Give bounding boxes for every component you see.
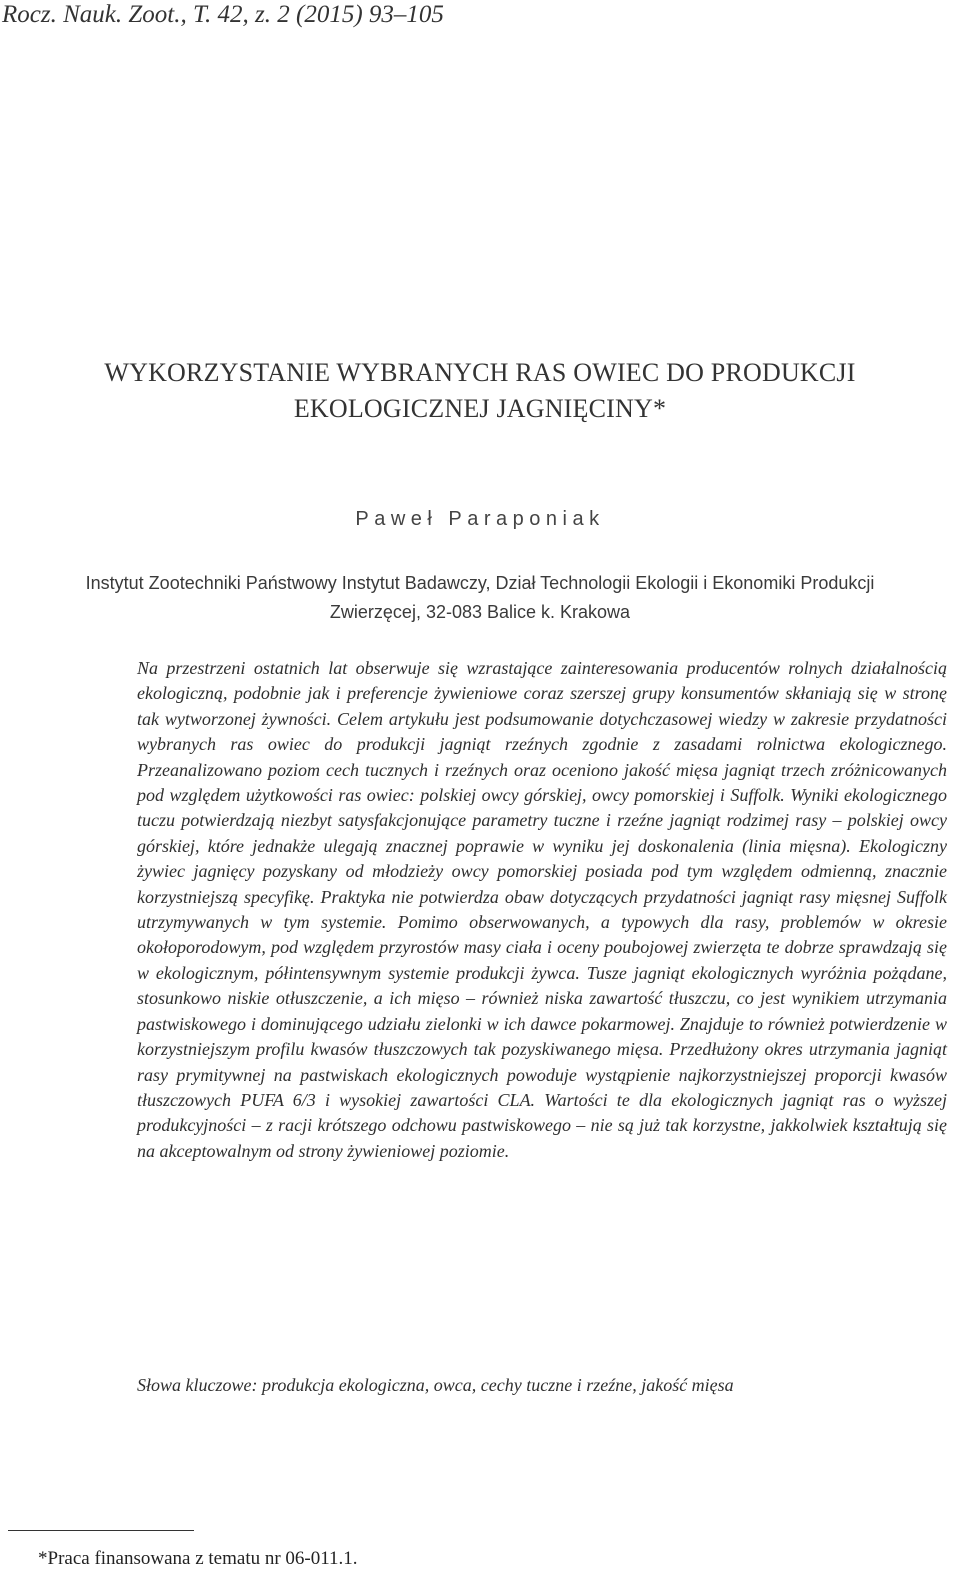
footnote-rule bbox=[8, 1530, 194, 1531]
article-title bbox=[20, 355, 940, 427]
title-line-1: WYKORZYSTANIE WYBRANYCH RAS OWIEC DO PRODUKCJI bbox=[104, 358, 856, 387]
affiliation-line-2: Zwierzęcej, 32-083 Balice k. Krakowa bbox=[329, 602, 631, 622]
running-head: Rocz. Nauk. Zoot., T. 42, z. 2 (2015) 93–105 bbox=[2, 1, 444, 28]
author-affiliation bbox=[0, 569, 960, 627]
keywords: Słowa kluczowe: produkcja ekologiczna, owca, cechy tuczne i rzeźne, jakość mięsa bbox=[137, 1375, 734, 1395]
footnote: *Praca finansowana z tematu nr 06-011.1. bbox=[38, 1548, 358, 1569]
title-line-2: EKOLOGICZNEJ JAGNIĘCINY* bbox=[293, 394, 667, 423]
abstract-text: Na przestrzeni ostatnich lat obserwuje się wzrastające zainteresowania producentów rolnych działalnością ekologiczną, podobnie jak i preferencje żywieniowe coraz szerszej grupy konsumentów skłaniają się w stronę tak wytworzonej żywności. Celem artykułu jest podsumowanie dotychczasowej wiedzy w zakresie przydatności wybranych ras owiec do produkcji jagniąt rzeźnych zgodnie z zasadami rolnictwa ekologicznego. Przeanalizowano poziom cech tucznych i rzeźnych oraz oceniono jakość mięsa jagniąt trzech zróżnicowanych pod względem użytkowości ras owiec: polskiej owcy górskiej, owcy pomorskiej i Suffolk. Wyniki ekologicznego tuczu potwierdzają niezbyt satysfakcjonujące parametry tuczne i rzeźne jagniąt rodzimej rasy – polskiej owcy górskiej, które jednakże ulegają znacznej poprawie w wyniku jej doskonalenia (linia mięsna). Ekologiczny żywiec jagnięcy pozyskany od młodzieży owcy pomorskiej posiada pod tym względem odmienną, znacznie korzystniejszą specyfikę. Praktyka nie potwierdza obaw dotyczących przydatności jagniąt rasy mięsnej Suffolk utrzymywanych w tym systemie. Pomimo obserwowanych, a typowych dla rasy, problemów w okresie okołoporodowym, pod względem przyrostów masy ciała i oceny poubojowej zwierzęta te dobrze sprawdzają się w ekologicznym, półintensywnym systemie produkcji żywca. Tusze jagniąt ekologicznych wyróżnia pożądane, stosunkowo niskie otłuszczenie, a ich mięso – również niska zawartość tłuszczu, co jest wynikiem utrzymania pastwiskowego i dominującego udziału zielonki w ich dawce pokarmowej. Znajduje to również potwierdzenie w korzystniejszym profilu kwasów tłuszczowych tak pozyskiwanego mięsa. Przedłużony okres utrzymania jagniąt rasy prymitywnej na pastwiskach ekologicznych powoduje wystąpienie najkorzystniejszej proporcji kwasów tłuszczowych PUFA 6/3 i wysokiej zawartości CLA. Wartości te dla ekologicznych jagniąt ras o wyższej produkcyjności – z racji krótszego odchowu pastwiskowego – nie są już tak korzystne, jakkolwiek kształtują się na akceptowalnym od strony żywieniowej poziomie. bbox=[137, 658, 947, 1161]
author-name: Paweł Paraponiak bbox=[355, 508, 605, 530]
affiliation-line-1: Instytut Zootechniki Państwowy Instytut Badawczy, Dział Technologii Ekologii i Ekonomiki Produkcji bbox=[85, 573, 875, 593]
